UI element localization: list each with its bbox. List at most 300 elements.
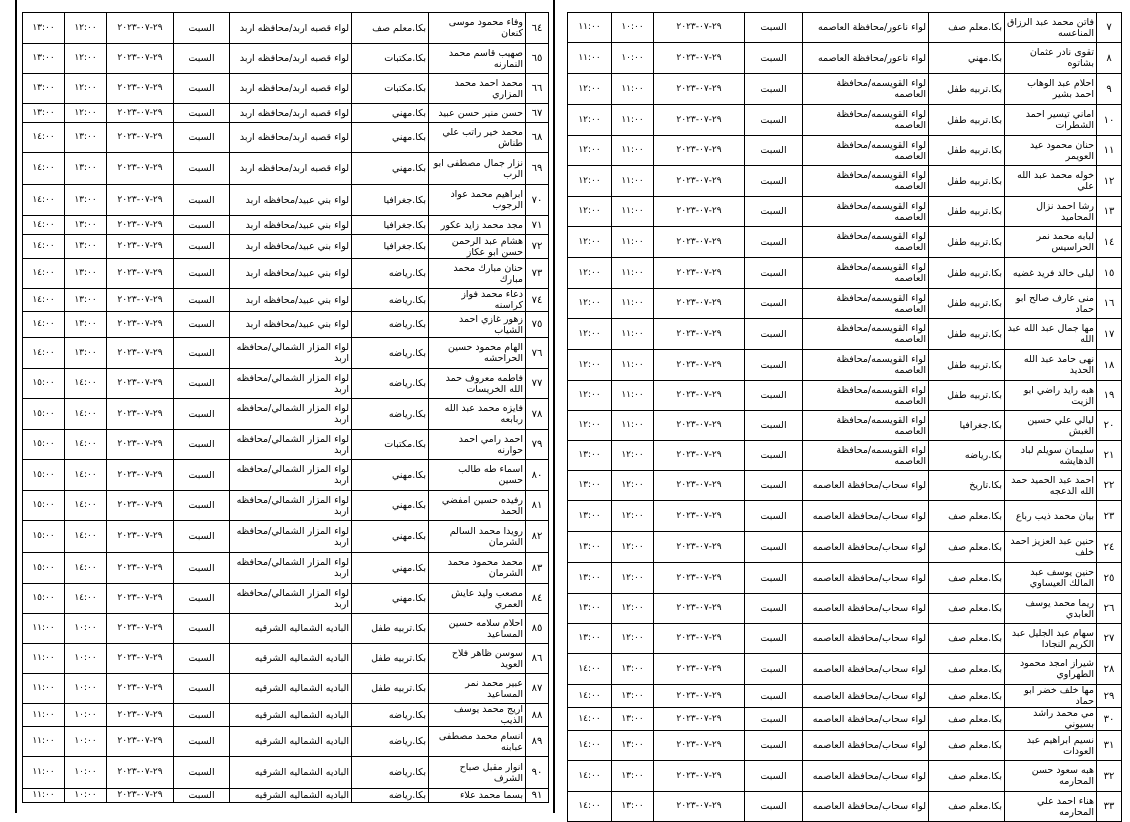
specialization: بكا.جغرافيا [352, 235, 429, 259]
end-time: ١٤:٠٠ [23, 123, 65, 153]
person-name: حنان محمود عيد العويمر [1005, 136, 1097, 166]
start-time: ١٣:٠٠ [612, 731, 654, 761]
person-name: صهيب قاسم محمد النمارنه [429, 44, 526, 74]
person-name: نهى حامد عبد الله الحديد [1005, 350, 1097, 381]
specialization: بكا.رياضه [352, 338, 429, 369]
exam-day: السبت [174, 185, 230, 216]
start-time: ١٤:٠٠ [65, 430, 107, 460]
person-name: ريما محمد يوسف العابدي [1005, 594, 1097, 624]
directorate: لواء سحاب/محافظة العاصمه [803, 708, 929, 731]
specialization: بكا.تربيه طفل [929, 319, 1005, 350]
exam-day: السبت [745, 594, 803, 624]
person-name: رشا احمد نزال المحاميد [1005, 197, 1097, 227]
table-row [568, 685, 1122, 708]
directorate: لواء سحاب/محافظة العاصمه [803, 471, 929, 501]
row-number: ٧٤ [526, 289, 549, 312]
row-number: ١٠ [1097, 105, 1122, 136]
end-time: ١٤:٠٠ [23, 185, 65, 216]
end-time: ١٣:٠٠ [23, 74, 65, 104]
exam-date: ٢٩-٠٧-٢٠٢٣ [654, 441, 745, 471]
start-time: ١٠:٠٠ [65, 674, 107, 704]
exam-date: ٢٩-٠٧-٢٠٢٣ [107, 727, 174, 757]
specialization: بكا.تاريخ [929, 471, 1005, 501]
specialization: بكا.مهني [352, 460, 429, 491]
table-row [568, 105, 1122, 136]
specialization: بكا.رياضه [352, 312, 429, 338]
person-name: حنين عبد العزيز احمد خلف [1005, 532, 1097, 563]
exam-day: السبت [174, 13, 230, 44]
exam-date: ٢٩-٠٧-٢٠٢٣ [107, 13, 174, 44]
start-time: ١١:٠٠ [612, 258, 654, 289]
start-time: ١٢:٠٠ [612, 594, 654, 624]
end-time: ١٥:٠٠ [23, 521, 65, 553]
exam-day: السبت [174, 614, 230, 644]
end-time: ١٢:٠٠ [568, 166, 612, 197]
exam-date: ٢٩-٠٧-٢٠٢٣ [654, 136, 745, 166]
row-number: ١٨ [1097, 350, 1122, 381]
exam-date: ٢٩-٠٧-٢٠٢٣ [654, 501, 745, 532]
row-number: ٢٣ [1097, 501, 1122, 532]
exam-date: ٢٩-٠٧-٢٠٢٣ [107, 104, 174, 123]
exam-day: السبت [174, 369, 230, 399]
end-time: ١٤:٠٠ [23, 338, 65, 369]
end-time: ١٢:٠٠ [568, 381, 612, 411]
specialization: بكا.جغرافيا [352, 216, 429, 235]
exam-date: ٢٩-٠٧-٢٠٢٣ [107, 704, 174, 727]
table-row [23, 789, 549, 803]
exam-day: السبت [174, 584, 230, 614]
end-time: ١١:٠٠ [23, 614, 65, 644]
table-row [568, 166, 1122, 197]
directorate: لواء المزار الشمالي/محافظه اربد [230, 338, 352, 369]
row-number: ٢٨ [1097, 654, 1122, 685]
end-time: ١٣:٠٠ [23, 13, 65, 44]
directorate: لواء القويسمه/محافظة العاصمه [803, 258, 929, 289]
row-number: ٧٥ [526, 312, 549, 338]
table-row [23, 491, 549, 521]
directorate: لواء سحاب/محافظة العاصمه [803, 792, 929, 822]
specialization: بكا.تربيه طفل [929, 136, 1005, 166]
table-row [23, 614, 549, 644]
specialization: بكا.مهني [352, 584, 429, 614]
end-time: ١١:٠٠ [568, 13, 612, 43]
person-name: سوسن ظاهر فلاح العويد [429, 644, 526, 674]
specialization: بكا.معلم صف [929, 532, 1005, 563]
start-time: ١٠:٠٠ [612, 13, 654, 43]
start-time: ١٤:٠٠ [65, 399, 107, 430]
person-name: انوار مقبل صباح الشرف [429, 757, 526, 789]
person-name: فاطمه معروف حمد الله الخريسات [429, 369, 526, 399]
exam-date: ٢٩-٠٧-٢٠٢٣ [654, 258, 745, 289]
end-time: ١٤:٠٠ [23, 235, 65, 259]
table-row [23, 153, 549, 185]
row-number: ٦٤ [526, 13, 549, 44]
exam-date: ٢٩-٠٧-٢٠٢٣ [654, 761, 745, 792]
directorate: لواء القويسمه/محافظة العاصمه [803, 411, 929, 441]
start-time: ١٣:٠٠ [65, 185, 107, 216]
table-row [568, 792, 1122, 822]
table-row [568, 227, 1122, 258]
directorate: الباديه الشماليه الشرقيه [230, 757, 352, 789]
directorate: لواء المزار الشمالي/محافظه اربد [230, 460, 352, 491]
start-time: ١٢:٠٠ [612, 441, 654, 471]
exam-day: السبت [174, 491, 230, 521]
specialization: بكا.مهني [352, 491, 429, 521]
table-row [23, 216, 549, 235]
exam-day: السبت [174, 44, 230, 74]
exam-date: ٢٩-٠٧-٢٠٢٣ [654, 685, 745, 708]
specialization: بكا.جغرافيا [929, 411, 1005, 441]
start-time: ١٣:٠٠ [65, 123, 107, 153]
specialization: بكا.رياضه [352, 704, 429, 727]
row-number: ٨٦ [526, 644, 549, 674]
exam-day: السبت [174, 399, 230, 430]
exam-date: ٢٩-٠٧-٢٠٢٣ [654, 43, 745, 74]
specialization: بكا.رياضه [352, 757, 429, 789]
start-time: ١١:٠٠ [612, 74, 654, 105]
end-time: ١٢:٠٠ [568, 197, 612, 227]
table-row [23, 13, 549, 44]
person-name: احمد رامي احمد حوارنه [429, 430, 526, 460]
exam-day: السبت [745, 227, 803, 258]
directorate: لواء سحاب/محافظة العاصمه [803, 501, 929, 532]
exam-date: ٢٩-٠٧-٢٠٢٣ [107, 553, 174, 584]
directorate: لواء القويسمه/محافظة العاصمه [803, 136, 929, 166]
exam-day: السبت [745, 350, 803, 381]
exam-day: السبت [174, 674, 230, 704]
directorate: لواء قصبه اربد/محافظه اربد [230, 13, 352, 44]
row-number: ٧٠ [526, 185, 549, 216]
person-name: عبير محمد نمر المساعيد [429, 674, 526, 704]
exam-day: السبت [745, 624, 803, 654]
directorate: لواء سحاب/محافظة العاصمه [803, 624, 929, 654]
directorate: لواء سحاب/محافظة العاصمه [803, 563, 929, 594]
row-number: ١٢ [1097, 166, 1122, 197]
directorate: لواء سحاب/محافظة العاصمه [803, 731, 929, 761]
end-time: ١١:٠٠ [568, 43, 612, 74]
exam-day: السبت [745, 105, 803, 136]
end-time: ١٥:٠٠ [23, 369, 65, 399]
row-number: ٢٢ [1097, 471, 1122, 501]
exam-date: ٢٩-٠٧-٢٠٢٣ [107, 185, 174, 216]
specialization: بكا.مهني [352, 553, 429, 584]
table-row [568, 197, 1122, 227]
exam-date: ٢٩-٠٧-٢٠٢٣ [654, 731, 745, 761]
exam-date: ٢٩-٠٧-٢٠٢٣ [654, 105, 745, 136]
row-number: ٨٠ [526, 460, 549, 491]
exam-day: السبت [745, 197, 803, 227]
exam-day: السبت [174, 757, 230, 789]
specialization: بكا.مكتبات [352, 430, 429, 460]
end-time: ١٢:٠٠ [568, 136, 612, 166]
specialization: بكا.معلم صف [929, 761, 1005, 792]
table-row [568, 350, 1122, 381]
table-row [23, 369, 549, 399]
specialization: بكا.معلم صف [929, 13, 1005, 43]
directorate: لواء سحاب/محافظة العاصمه [803, 761, 929, 792]
exam-date: ٢٩-٠٧-٢٠٢٣ [654, 227, 745, 258]
start-time: ١٣:٠٠ [65, 235, 107, 259]
exam-date: ٢٩-٠٧-٢٠٢٣ [107, 369, 174, 399]
exam-date: ٢٩-٠٧-٢٠٢٣ [107, 312, 174, 338]
person-name: منى عارف صالح ابو حماد [1005, 289, 1097, 319]
start-time: ١١:٠٠ [612, 197, 654, 227]
end-time: ١١:٠٠ [23, 789, 65, 803]
specialization: بكا.معلم صف [929, 708, 1005, 731]
start-time: ١٣:٠٠ [612, 708, 654, 731]
exam-day: السبت [174, 430, 230, 460]
specialization: بكا.رياضه [352, 789, 429, 803]
exam-day: السبت [174, 460, 230, 491]
end-time: ١١:٠٠ [23, 704, 65, 727]
row-number: ٨٤ [526, 584, 549, 614]
start-time: ١٢:٠٠ [612, 471, 654, 501]
person-name: حسن منير حسن عبيد [429, 104, 526, 123]
directorate: لواء بني عبيد/محافظه اربد [230, 185, 352, 216]
person-name: دعاء محمد فواز كراسنه [429, 289, 526, 312]
row-number: ٩٠ [526, 757, 549, 789]
end-time: ١٢:٠٠ [568, 289, 612, 319]
row-number: ٢٦ [1097, 594, 1122, 624]
row-number: ١٦ [1097, 289, 1122, 319]
start-time: ١٢:٠٠ [612, 501, 654, 532]
table-row [568, 381, 1122, 411]
person-name: ليلى خالد فريد غضيه [1005, 258, 1097, 289]
row-number: ٣٢ [1097, 761, 1122, 792]
exam-day: السبت [745, 13, 803, 43]
row-number: ٨ [1097, 43, 1122, 74]
row-number: ٦٩ [526, 153, 549, 185]
end-time: ١٥:٠٠ [23, 460, 65, 491]
table-row [23, 259, 549, 289]
table-row [568, 136, 1122, 166]
row-number: ١٤ [1097, 227, 1122, 258]
directorate: لواء القويسمه/محافظة العاصمه [803, 105, 929, 136]
row-number: ٨٩ [526, 727, 549, 757]
specialization: بكا.تربيه طفل [352, 644, 429, 674]
exam-day: السبت [745, 74, 803, 105]
start-time: ١٣:٠٠ [612, 792, 654, 822]
start-time: ١١:٠٠ [612, 105, 654, 136]
table-row [23, 584, 549, 614]
exam-date: ٢٩-٠٧-٢٠٢٣ [107, 789, 174, 803]
directorate: لواء المزار الشمالي/محافظه اربد [230, 369, 352, 399]
specialization: بكا.معلم صف [929, 654, 1005, 685]
start-time: ١٤:٠٠ [65, 553, 107, 584]
start-time: ١٤:٠٠ [65, 491, 107, 521]
exam-date: ٢٩-٠٧-٢٠٢٣ [654, 319, 745, 350]
end-time: ١٢:٠٠ [568, 411, 612, 441]
row-number: ٧٧ [526, 369, 549, 399]
specialization: بكا.جغرافيا [352, 185, 429, 216]
end-time: ١٥:٠٠ [23, 491, 65, 521]
table-row [23, 289, 549, 312]
directorate: لواء القويسمه/محافظة العاصمه [803, 74, 929, 105]
table-row [568, 532, 1122, 563]
person-name: هشام عبد الرحمن حسن ابو عكاز [429, 235, 526, 259]
exam-date: ٢٩-٠٧-٢٠٢٣ [654, 624, 745, 654]
table-row [568, 761, 1122, 792]
row-number: ٨٨ [526, 704, 549, 727]
exam-date: ٢٩-٠٧-٢٠٢٣ [107, 123, 174, 153]
exam-date: ٢٩-٠٧-٢٠٢٣ [654, 74, 745, 105]
table-row [568, 74, 1122, 105]
table-row [568, 563, 1122, 594]
exam-date: ٢٩-٠٧-٢٠٢٣ [107, 674, 174, 704]
directorate: لواء المزار الشمالي/محافظه اربد [230, 521, 352, 553]
exam-day: السبت [745, 501, 803, 532]
specialization: بكا.معلم صف [929, 685, 1005, 708]
row-number: ٧٣ [526, 259, 549, 289]
exam-day: السبت [174, 521, 230, 553]
table-row [23, 553, 549, 584]
directorate: لواء قصبه اربد/محافظه اربد [230, 153, 352, 185]
person-name: مجد محمد زايد عكور [429, 216, 526, 235]
exam-day: السبت [745, 685, 803, 708]
exam-date: ٢٩-٠٧-٢٠٢٣ [654, 532, 745, 563]
table-row [568, 258, 1122, 289]
end-time: ١٣:٠٠ [568, 563, 612, 594]
start-time: ١٠:٠٠ [65, 614, 107, 644]
person-name: ابراهيم محمد عواد الرجوب [429, 185, 526, 216]
exam-day: السبت [745, 532, 803, 563]
row-number: ٢٥ [1097, 563, 1122, 594]
specialization: بكا.تربيه طفل [352, 614, 429, 644]
exam-day: السبت [745, 289, 803, 319]
specialization: بكا.معلم صف [929, 563, 1005, 594]
start-time: ١٢:٠٠ [612, 624, 654, 654]
row-number: ٢٩ [1097, 685, 1122, 708]
end-time: ١٥:٠٠ [23, 399, 65, 430]
row-number: ١١ [1097, 136, 1122, 166]
exam-day: السبت [174, 123, 230, 153]
exam-day: السبت [174, 789, 230, 803]
row-number: ٧١ [526, 216, 549, 235]
table-row [568, 43, 1122, 74]
end-time: ١١:٠٠ [23, 757, 65, 789]
row-number: ٧٩ [526, 430, 549, 460]
directorate: لواء المزار الشمالي/محافظه اربد [230, 553, 352, 584]
row-number: ٨٣ [526, 553, 549, 584]
exam-day: السبت [174, 289, 230, 312]
table-row [23, 123, 549, 153]
start-time: ١٠:٠٠ [65, 644, 107, 674]
person-name: محمد محمود محمد الشرمان [429, 553, 526, 584]
exam-day: السبت [745, 258, 803, 289]
start-time: ١٣:٠٠ [65, 216, 107, 235]
exam-day: السبت [745, 381, 803, 411]
person-name: محمد احمد محمد المزاري [429, 74, 526, 104]
directorate: لواء سحاب/محافظة العاصمه [803, 654, 929, 685]
directorate: لواء القويسمه/محافظة العاصمه [803, 319, 929, 350]
exam-day: السبت [745, 441, 803, 471]
end-time: ١٤:٠٠ [568, 685, 612, 708]
directorate: لواء المزار الشمالي/محافظه اربد [230, 399, 352, 430]
specialization: بكا.مهني [929, 43, 1005, 74]
table-row [23, 757, 549, 789]
row-number: ٩١ [526, 789, 549, 803]
start-time: ١١:٠٠ [612, 136, 654, 166]
table-row [568, 441, 1122, 471]
exam-day: السبت [745, 654, 803, 685]
person-name: بسما محمد علاء [429, 789, 526, 803]
directorate: لواء قصبه اربد/محافظه اربد [230, 104, 352, 123]
specialization: بكا.رياضه [352, 369, 429, 399]
person-name: تقوى نادر عثمان بشاتوه [1005, 43, 1097, 74]
end-time: ١٤:٠٠ [23, 289, 65, 312]
end-time: ١٣:٠٠ [568, 624, 612, 654]
exam-date: ٢٩-٠٧-٢٠٢٣ [107, 44, 174, 74]
end-time: ١٤:٠٠ [568, 731, 612, 761]
directorate: لواء بني عبيد/محافظه اربد [230, 312, 352, 338]
table-row [23, 727, 549, 757]
exam-day: السبت [174, 74, 230, 104]
specialization: بكا.تربيه طفل [929, 227, 1005, 258]
row-number: ٦٦ [526, 74, 549, 104]
start-time: ١٣:٠٠ [65, 312, 107, 338]
directorate: لواء القويسمه/محافظة العاصمه [803, 166, 929, 197]
row-number: ٣١ [1097, 731, 1122, 761]
table-row [568, 654, 1122, 685]
end-time: ١٣:٠٠ [23, 104, 65, 123]
table-row [23, 104, 549, 123]
start-time: ١١:٠٠ [612, 289, 654, 319]
directorate: لواء بني عبيد/محافظه اربد [230, 216, 352, 235]
person-name: انسام محمد مصطفى عبابنه [429, 727, 526, 757]
end-time: ١٢:٠٠ [568, 74, 612, 105]
exam-date: ٢٩-٠٧-٢٠٢٣ [654, 594, 745, 624]
person-name: فاتن محمد عبد الرزاق المناعسه [1005, 13, 1097, 43]
start-time: ١٢:٠٠ [65, 13, 107, 44]
exam-day: السبت [745, 166, 803, 197]
specialization: بكا.مهني [352, 104, 429, 123]
end-time: ١٣:٠٠ [568, 532, 612, 563]
person-name: نزار جمال مصطفى ابو الرب [429, 153, 526, 185]
table-row [23, 312, 549, 338]
table-row [568, 289, 1122, 319]
directorate: لواء القويسمه/محافظة العاصمه [803, 197, 929, 227]
exam-day: السبت [174, 153, 230, 185]
person-name: هبه رايد راضي ابو الزيت [1005, 381, 1097, 411]
person-name: محمد خير راتب علي طناش [429, 123, 526, 153]
directorate: لواء ناعور/محافظة العاصمه [803, 43, 929, 74]
directorate: الباديه الشماليه الشرقيه [230, 674, 352, 704]
exam-day: السبت [174, 216, 230, 235]
row-number: ٨٧ [526, 674, 549, 704]
end-time: ١٢:٠٠ [568, 105, 612, 136]
exam-date: ٢٩-٠٧-٢٠٢٣ [107, 235, 174, 259]
row-number: ٣٠ [1097, 708, 1122, 731]
person-name: نسيم ابراهيم عبد العودات [1005, 731, 1097, 761]
directorate: لواء القويسمه/محافظة العاصمه [803, 441, 929, 471]
table-row [568, 594, 1122, 624]
row-number: ٩ [1097, 74, 1122, 105]
directorate: الباديه الشماليه الشرقيه [230, 789, 352, 803]
specialization: بكا.معلم صف [929, 594, 1005, 624]
person-name: هناء احمد علي المحارمه [1005, 792, 1097, 822]
specialization: بكا.تربيه طفل [929, 289, 1005, 319]
start-time: ١٠:٠٠ [612, 43, 654, 74]
end-time: ١١:٠٠ [23, 674, 65, 704]
person-name: سهام عبد الجليل عبد الكريم النجادا [1005, 624, 1097, 654]
exam-date: ٢٩-٠٧-٢٠٢٣ [654, 166, 745, 197]
table-row [23, 44, 549, 74]
end-time: ١٤:٠٠ [568, 654, 612, 685]
exam-date: ٢٩-٠٧-٢٠٢٣ [107, 584, 174, 614]
specialization: بكا.تربيه طفل [929, 166, 1005, 197]
exam-date: ٢٩-٠٧-٢٠٢٣ [107, 338, 174, 369]
exam-day: السبت [745, 319, 803, 350]
